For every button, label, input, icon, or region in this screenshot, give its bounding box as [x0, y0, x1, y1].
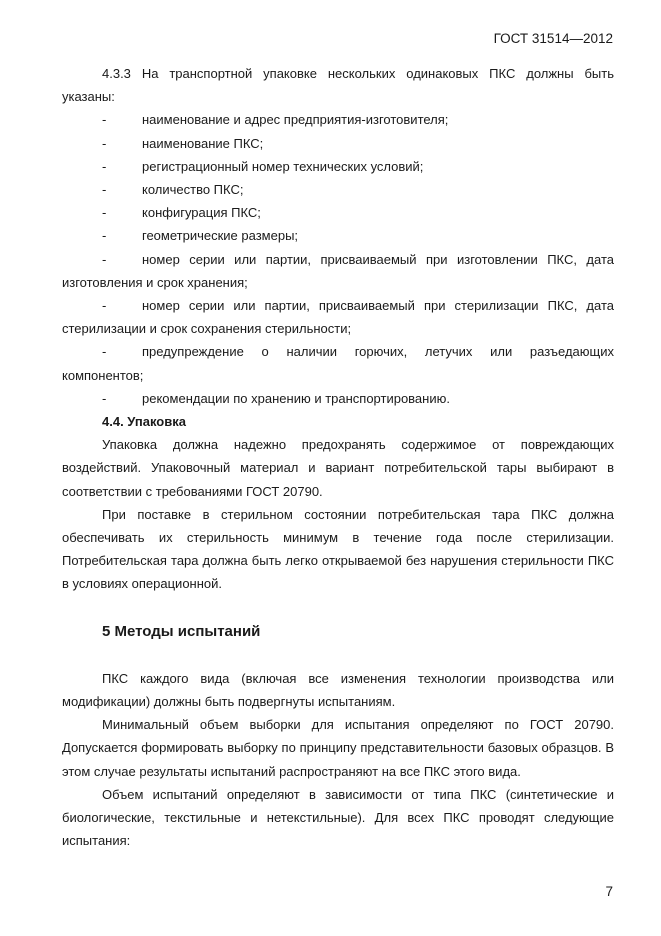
list-item	[62, 155, 614, 178]
list-dash: -	[102, 251, 107, 267]
list-item	[62, 387, 614, 410]
section-5-paragraph-3: Объем испытаний определяют в зависимости от типа ПКС (синтетические и биологические, текстильные и нетекстильные). Для всех ПКС проводят следующие испытания:	[62, 786, 614, 849]
page-number: 7	[605, 884, 613, 899]
list-dash: -	[102, 344, 107, 360]
list-item-continuation: стерилизации и срок сохранения стерильности;	[62, 321, 352, 337]
list-item-text: наименование ПКС;	[142, 135, 264, 151]
list-dash: -	[102, 390, 107, 406]
clause-433-intro	[62, 62, 614, 108]
list-item-text: номер серии или партии, присваиваемый при изготовлении ПКС, дата	[142, 251, 614, 267]
clause-433-intro-text: 4.3.3 На транспортной упаковке нескольких одинаковых ПКС должны быть	[102, 66, 614, 81]
document-body	[62, 62, 614, 853]
list-item-text: геометрические размеры;	[142, 228, 299, 244]
clause-44-paragraph-1: Упаковка должна надежно предохранять содержимое от повреждающих воздействий. Упаковочный материал и вариант потребительской тары выбирают в соответствии с требованиями ГОСТ 20790.	[62, 437, 614, 499]
list-item-text: наименование и адрес предприятия-изготовителя;	[142, 112, 449, 128]
list-dash: -	[102, 158, 107, 174]
section-5-paragraph-1: ПКС каждого вида (включая все изменения технологии производства или модификации) должны быть подвергнуты испытаниям.	[62, 670, 614, 710]
list-item-text: рекомендации по хранению и транспортированию.	[142, 390, 450, 406]
list-item	[62, 132, 614, 155]
list-item	[62, 248, 614, 294]
list-item-text: конфигурация ПКС;	[142, 205, 261, 221]
list-item	[62, 201, 614, 224]
section-5-heading: 5 Методы испытаний	[102, 622, 261, 640]
standard-header: ГОСТ 31514—2012	[493, 31, 613, 46]
list-dash: -	[102, 182, 107, 198]
clause-44-paragraph-2: При поставке в стерильном состоянии потребительская тара ПКС должна обеспечивать их стерильность минимум в течение года после стерилизации. Потребительская тара должна быть легко открываемой без нарушения стерильности ПКС в условиях операционной.	[62, 506, 614, 592]
list-item-text: номер серии или партии, присваиваемый при стерилизации ПКС, дата	[142, 298, 614, 314]
list-dash: -	[102, 205, 107, 221]
list-item-continuation: изготовления и срок хранения;	[62, 274, 248, 290]
list-dash: -	[102, 112, 107, 128]
list-item	[62, 294, 614, 340]
list-item-continuation: компонентов;	[62, 367, 144, 383]
list-item-text: количество ПКС;	[142, 182, 244, 198]
clause-433-intro-cont: указаны:	[62, 89, 115, 105]
clause-44-heading: 4.4. Упаковка	[102, 414, 186, 430]
list-dash: -	[102, 298, 107, 314]
list-item	[62, 340, 614, 386]
list-item-text: регистрационный номер технических условий;	[142, 158, 424, 174]
section-5-paragraph-2: Минимальный объем выборки для испытания определяют по ГОСТ 20790. Допускается формировать выборку по принципу представительности базовых образцов. В этом случае результаты испытаний распространяют на все ПКС этого вида.	[62, 717, 614, 779]
list-item	[62, 224, 614, 247]
list-dash: -	[102, 228, 107, 244]
requirements-list	[62, 108, 614, 410]
list-item	[62, 108, 614, 131]
list-dash: -	[102, 135, 107, 151]
list-item	[62, 178, 614, 201]
list-item-text: предупреждение о наличии горючих, летучих или разъедающих	[142, 344, 614, 360]
